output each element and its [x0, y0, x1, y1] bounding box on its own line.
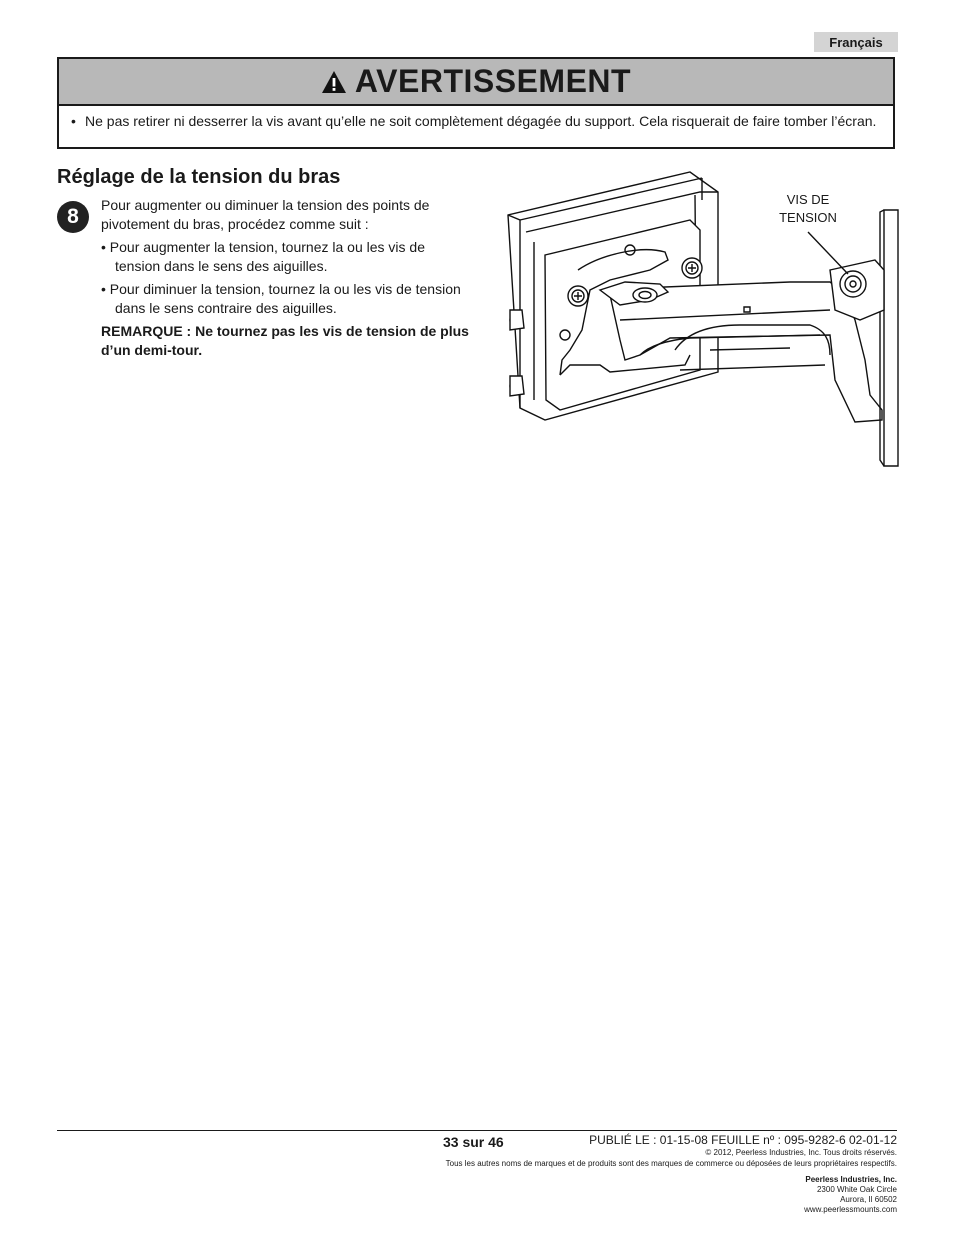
warning-text: Ne pas retirer ni desserrer la vis avant qu’elle ne soit complètement dégagée du support. Cela risquerait de faire tomber l’écran.	[85, 113, 877, 129]
warning-header	[59, 59, 893, 106]
warning-body	[59, 106, 893, 131]
tension-screw-callout	[760, 191, 856, 227]
step-number-badge: 8	[57, 201, 89, 233]
warning-bullet: •	[71, 113, 76, 129]
callout-leader-line	[808, 232, 848, 274]
section-title: Réglage de la tension du bras	[57, 166, 341, 188]
callout-line-1: VIS DE	[786, 192, 830, 207]
company-website: www.peerlessmounts.com	[804, 1205, 897, 1214]
company-name: Peerless Industries, Inc.	[805, 1175, 897, 1184]
company-address-2: Aurora, Il 60502	[840, 1195, 897, 1204]
language-tab: Français	[814, 32, 898, 52]
step-bullet-decrease: • Pour diminuer la tension, tournez la ou les vis de tension dans le sens contraire des aiguilles.	[101, 281, 461, 316]
step-bullet-increase: • Pour augmenter la tension, tournez la ou les vis de tension dans le sens des aiguilles.	[101, 239, 425, 274]
company-address-1: 2300 White Oak Circle	[816, 1185, 897, 1194]
trademark-notice: Tous les autres noms de marques et de produits sont des marques de commerce ou déposées de leurs propriétaires respectifs.	[445, 1159, 897, 1168]
warning-box	[57, 57, 895, 149]
warning-title: AVERTISSEMENT	[354, 63, 632, 99]
callout-line-2: TENSION	[779, 210, 837, 225]
step-note: REMARQUE : Ne tournez pas les vis de tension de plus d’un demi-tour.	[101, 323, 469, 358]
footer-divider	[57, 1130, 897, 1131]
publication-info: PUBLIÉ LE : 01-15-08 FEUILLE nº : 095-9282-6 02-01-12	[589, 1133, 897, 1147]
page-number: 33 sur 46	[443, 1134, 504, 1150]
warning-triangle-icon	[321, 70, 347, 94]
step-intro: Pour augmenter ou diminuer la tension des points de pivotement du bras, procédez comme suit :	[101, 197, 430, 232]
step-instructions	[101, 196, 471, 364]
company-block	[804, 1175, 897, 1215]
copyright-notice: © 2012, Peerless Industries, Inc. Tous droits réservés.	[705, 1148, 897, 1157]
